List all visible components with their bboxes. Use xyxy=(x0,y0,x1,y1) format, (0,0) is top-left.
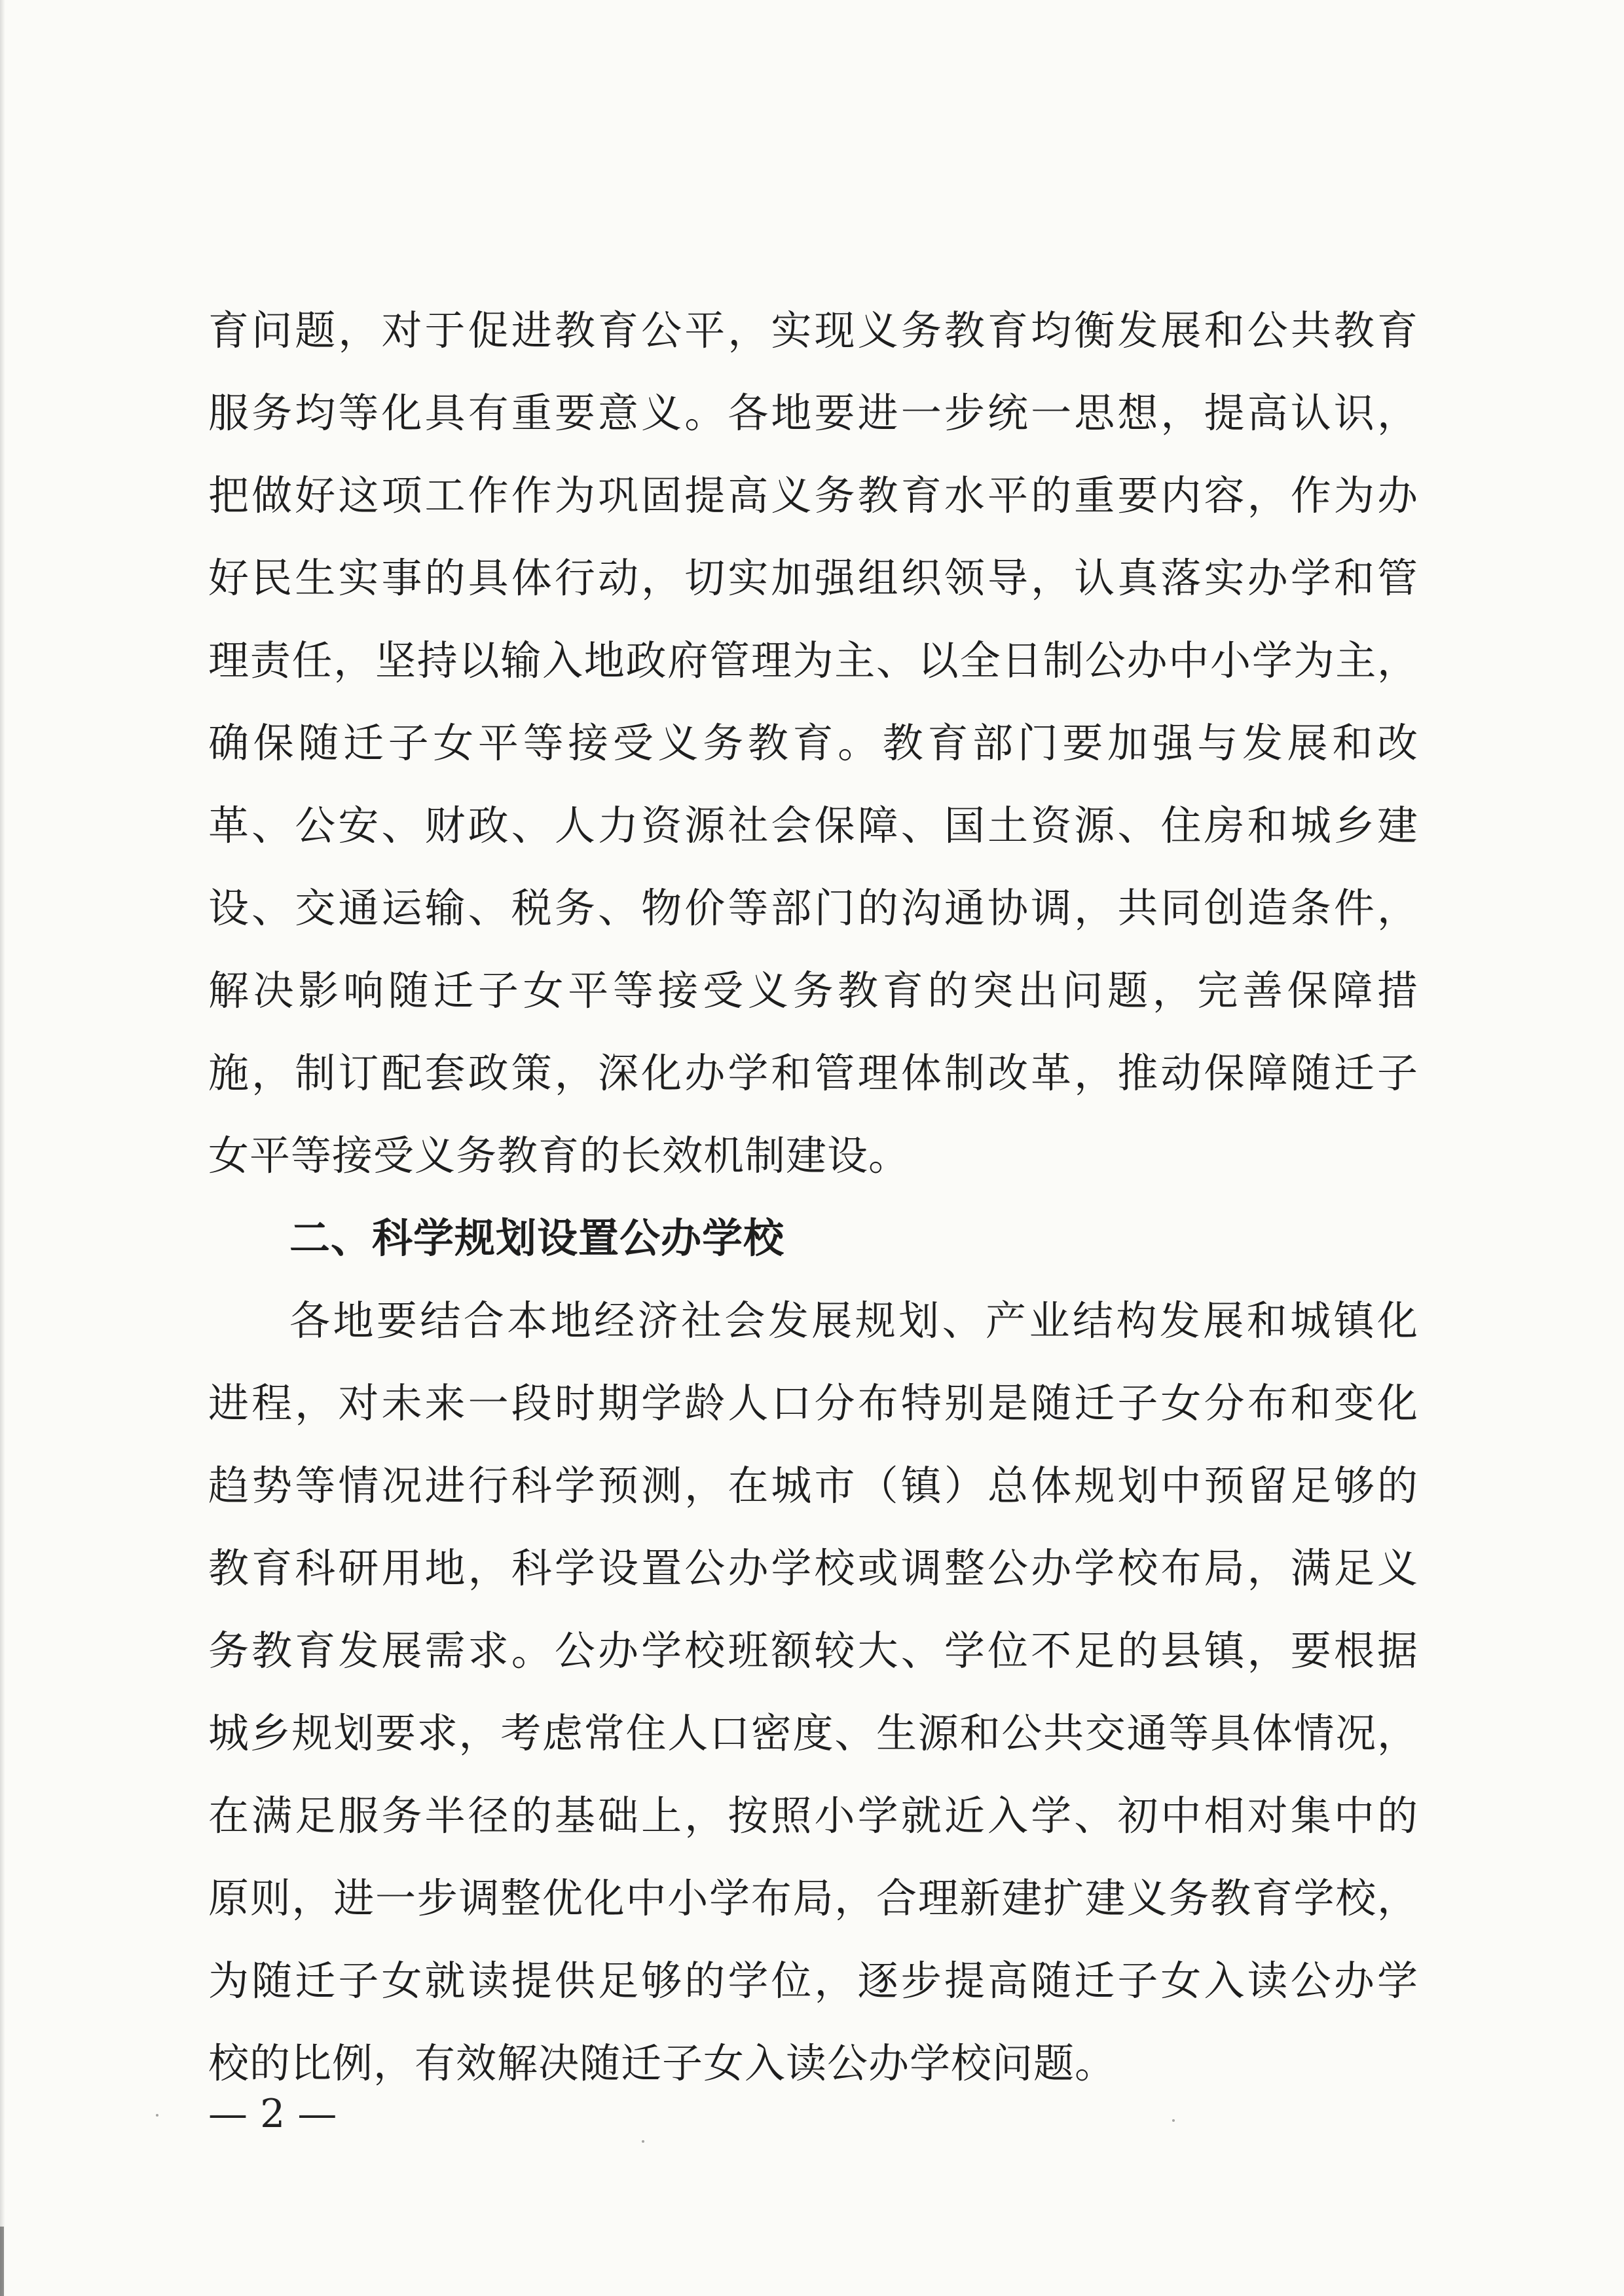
paragraph-line: 女平等接受义务教育的长效机制建设。 xyxy=(208,1132,910,1179)
paragraph-line: 育问题，对于促进教育公平，实现义务教育均衡发展和公共教育 xyxy=(208,306,1418,354)
scan-dust-speck xyxy=(642,2140,644,2143)
paragraph-line: 原则，进一步调整优化中小学布局，合理新建扩建义务教育学校， xyxy=(208,1874,1418,1922)
paragraph-line: 城乡规划要求，考虑常住人口密度、生源和公共交通等具体情况， xyxy=(208,1709,1418,1757)
section-heading: 二、科学规划设置公办学校 xyxy=(289,1214,785,1262)
paragraph-line: 进程，对未来一段时期学龄人口分布特别是随迁子女分布和变化 xyxy=(208,1379,1418,1427)
scan-dust-speck xyxy=(156,2114,158,2117)
paragraph-line: 各地要结合本地经济社会发展规划、产业结构发展和城镇化 xyxy=(289,1297,1418,1344)
document-body xyxy=(208,289,1418,2105)
scan-dust-speck xyxy=(1172,2119,1175,2122)
paragraph-line: 教育科研用地，科学设置公办学校或调整公办学校布局，满足义 xyxy=(208,1544,1418,1592)
paragraph-line: 服务均等化具有重要意义。各地要进一步统一思想，提高认识， xyxy=(208,389,1418,437)
paragraph-line: 设、交通运输、税务、物价等部门的沟通协调，共同创造条件， xyxy=(208,884,1418,932)
scan-edge-mark xyxy=(0,2227,4,2296)
paragraph-line: 革、公安、财政、人力资源社会保障、国土资源、住房和城乡建 xyxy=(208,802,1418,849)
paragraph-line: 为随迁子女就读提供足够的学位，逐步提高随迁子女入读公办学 xyxy=(208,1957,1418,2005)
paragraph-line: 务教育发展需求。公办学校班额较大、学位不足的县镇，要根据 xyxy=(208,1627,1418,1675)
paragraph-line: 好民生实事的具体行动，切实加强组织领导，认真落实办学和管 xyxy=(208,554,1418,602)
scan-edge-shadow xyxy=(0,0,5,2296)
page-number: — 2 — xyxy=(208,2091,337,2137)
paragraph-line: 确保随迁子女平等接受义务教育。教育部门要加强与发展和改 xyxy=(208,719,1418,767)
paragraph-line: 解决影响随迁子女平等接受义务教育的突出问题，完善保障措 xyxy=(208,967,1418,1014)
paragraph-line: 施，制订配套政策，深化办学和管理体制改革，推动保障随迁子 xyxy=(208,1049,1418,1097)
paragraph-line: 理责任，坚持以输入地政府管理为主、以全日制公办中小学为主， xyxy=(208,637,1418,684)
paragraph-line: 趋势等情况进行科学预测，在城市（镇）总体规划中预留足够的 xyxy=(208,1462,1418,1509)
paragraph-line: 把做好这项工作作为巩固提高义务教育水平的重要内容，作为办 xyxy=(208,472,1418,519)
paragraph-line: 在满足服务半径的基础上，按照小学就近入学、初中相对集中的 xyxy=(208,1792,1418,1840)
paragraph-line: 校的比例，有效解决随迁子女入读公办学校问题。 xyxy=(208,2039,1116,2087)
